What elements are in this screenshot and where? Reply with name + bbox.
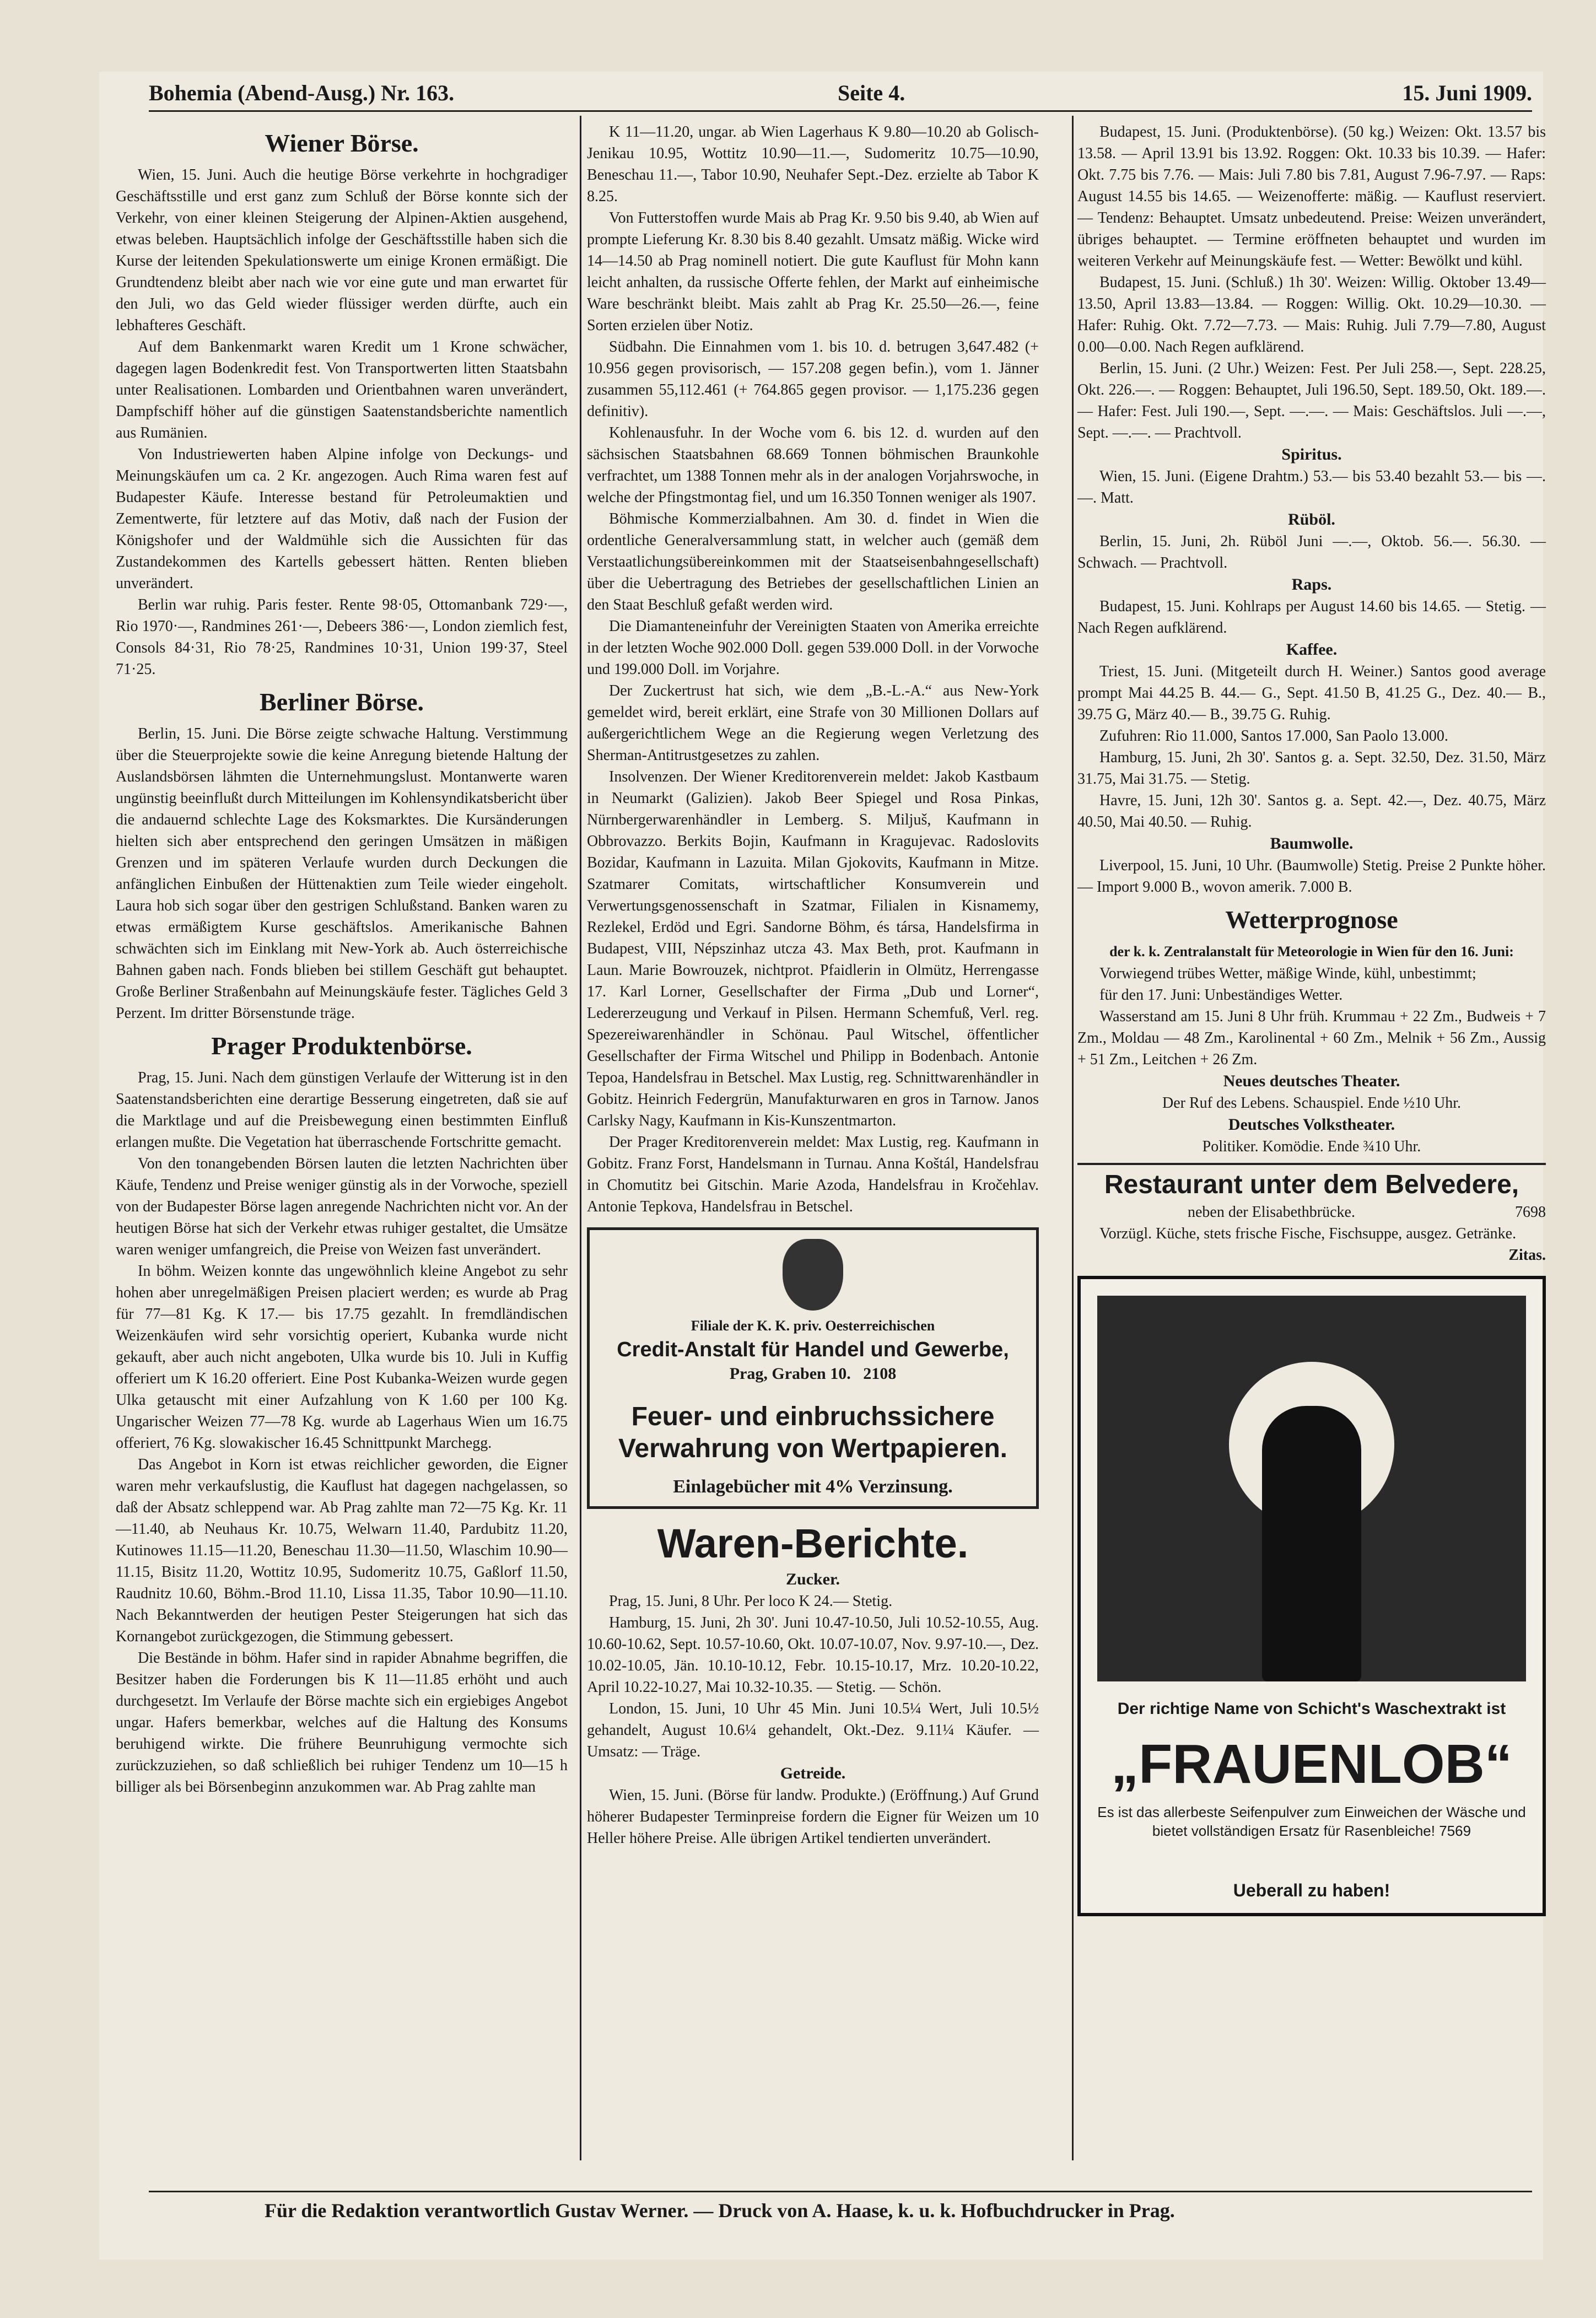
article-paragraph: London, 15. Juni, 10 Uhr 45 Min. Juni 10.5¼ Wert, Juli 10.5½ gehandelt, August 10.6¼ gehandelt, Okt.-Dez. 9.11¼ Käufer. — Umsatz: — Träge. bbox=[587, 1700, 1039, 1760]
subheading-kaffee: Kaffee. bbox=[1286, 640, 1338, 659]
subheading-raps: Raps. bbox=[1291, 575, 1332, 594]
article-paragraph: Kohlenausfuhr. In der Woche vom 6. bis 12. d. wurden auf den sächsischen Staatsbahnen 68.669 Tonnen böhmischen Braunkohle verfrachtet, um 1388 Tonnen mehr als in der analogen Vorjahrswoche, in welche der Pfingstmontag fiel, und um 16.350 Tonnen weniger als 1907. bbox=[587, 424, 1039, 506]
article-paragraph: Liverpool, 15. Juni, 10 Uhr. (Baumwolle) Stetig. Preise 2 Punkte höher. — Import 9.000 B., wovon amerik. 7.000 B. bbox=[1077, 857, 1546, 896]
article-paragraph: Hamburg, 15. Juni, 2h 30'. Juni 10.47-10.50, Juli 10.52-10.55, Aug. 10.60-10.62, Sept. 10.57-10.60, Okt. 10.07-10.07, Nov. 9.97-10.—, Dez. 10.02-10.05, Jän. 10.10-10.12, Febr. 10.15-10.17, Mrz. 10.20-10.22, April 10.22-10.27, Mai 10.32-10.35. — Stetig. — Schön. bbox=[587, 1614, 1039, 1696]
article-paragraph: Triest, 15. Juni. (Mitgeteilt durch H. Weiner.) Santos good average prompt Mai 44.25 B. 44.— G., Sept. 41.50 B, 41.25 G., Dez. 40.— B., 39.75 G, März 40.— B., 39.75 G. Ruhig. bbox=[1077, 663, 1546, 723]
section-heading-wiener-boerse: Wiener Börse. bbox=[265, 129, 419, 157]
imprint-footer: Für die Redaktion verantwortlich Gustav Werner. — Druck von A. Haase, k. u. k. Hofbuchdrucker in Prag. bbox=[265, 2200, 1175, 2222]
column-middle bbox=[587, 121, 1039, 1849]
article-paragraph: für den 17. Juni: Unbeständiges Wetter. bbox=[1099, 987, 1343, 1004]
article-paragraph: Budapest, 15. Juni. (Produktenbörse). (50 kg.) Weizen: Okt. 13.57 bis 13.58. — April 13.91 bis 13.92. Roggen: Okt. 10.33 bis 10.39. — Hafer: Okt. 7.75 bis 7.76. — Mais: Juli 7.80 bis 7.81, August 7.96-7.97. — Raps: August 14.55 bis 14.65. — Weizenofferte: mäßig. — Kauflust reserviert. — Tendenz: Behauptet. Umsatz unbedeutend. Preise: Weizen unverändert, übriges behauptet. — Termine eröffneten behauptet und wurden im weiteren Verkehr auf Meinungskäufe fest. — Wetter: Bewölkt und kühl. bbox=[1077, 123, 1546, 269]
header-issue: Bohemia (Abend-Ausg.) Nr. 163. bbox=[149, 80, 455, 105]
column-divider-1 bbox=[580, 116, 581, 2160]
article-paragraph: Wien, 15. Juni. (Börse für landw. Produkte.) (Eröffnung.) Auf Grund höherer Budapester Terminpreise fordern die Eigner für Weizen um 10 Heller höhere Preise. Alle übrigen Artikel tendierten unverändert. bbox=[587, 1787, 1039, 1847]
subheading-getreide: Getreide. bbox=[780, 1764, 846, 1782]
theater-heading: Neues deutsches Theater. bbox=[1223, 1072, 1400, 1090]
article-paragraph: Von Futterstoffen wurde Mais ab Prag Kr. 9.50 bis 9.40, ab Wien auf prompte Lieferung Kr. 8.30 bis 8.40 gezahlt. Umsatz mäßig. Wicke wird 14—14.50 ab Prag nominell notiert. Die gute Kauflust für Mohn kann leicht anhalten, da russische Offerte fehlen, der Markt auf einheimische Ware beschränkt bleibt. Mais zahlt ab Prag Kr. 25.50—26.—, feine Sorten erzielen über Notiz. bbox=[587, 209, 1039, 334]
poster-illustration bbox=[1097, 1296, 1526, 1681]
article-paragraph: In böhm. Weizen konnte das ungewöhnlich kleine Angebot zu sehr hohen aber unregelmäßigen Preisen placiert werden; es wurde ab Prag für 77—81 Kg. K 17.— bis 17.75 gezahlt. In fremdländischen Weizenkäufen wird sehr vorsichtig operiert, Kubanka wurde nicht gekauft, aber auch nicht angeboten, Ulka wurde bis 10. Juli in Kuffig offeriert um K 16.20 offeriert. Eine Post Kubanka-Weizen wurde gegen Ulka getauscht mit einer Aufzahlung von K 1.60 per 100 Kg. Ungarischer Weizen 77—78 Kg. wurde ab Lagerhaus Wien um 16.75 offeriert, 76 Kg. slowakischer 16.45 Schnittpunkt Marchegg. bbox=[116, 1263, 568, 1452]
article-paragraph: Hamburg, 15. Juni, 2h 30'. Santos g. a. Sept. 32.50, Dez. 31.50, März 31.75, Mai 31.75. — Stetig. bbox=[1077, 749, 1546, 788]
poster-footer: Ueberall zu haben! bbox=[1233, 1880, 1390, 1900]
article-paragraph: Wien, 15. Juni. Auch die heutige Börse verkehrte in hochgradiger Geschäftsstille und erst ganz zum Schluß der Börse konnte sich der Verkehr, von einer kleinen Steigerung der Alpinen-Aktien ausgehend, etwas beleben. Hauptsächlich infolge der Geschäftsstille haben sich die Kurse der leitenden Spekulationswerte um einige Kronen ermäßigt. Die Grundtendenz bleibt aber nach wie vor eine gute und man erwartet für den Juli, wo das Geld wieder flüssiger werden dürfte, auch ein lebhafteres Geschäft. bbox=[116, 166, 568, 334]
header-date: 15. Juni 1909. bbox=[1402, 80, 1532, 105]
frauenlob-advertisement bbox=[1077, 1276, 1546, 1916]
subheading-rueboel: Rüböl. bbox=[1288, 510, 1335, 529]
article-paragraph: Zufuhren: Rio 11.000, Santos 17.000, San Paolo 13.000. bbox=[1099, 727, 1448, 745]
credit-anstalt-advertisement bbox=[587, 1227, 1039, 1509]
theater-listing: Der Ruf des Lebens. Schauspiel. Ende ½10 Uhr. bbox=[1162, 1095, 1461, 1112]
subheading-zucker: Zucker. bbox=[785, 1570, 840, 1588]
article-paragraph: Südbahn. Die Einnahmen vom 1. bis 10. d. betrugen 3,647.482 (+ 10.956 gegen provisorisch, — 157.208 gegen befin.), vom 1. Jänner zusammen 55,112.461 (+ 764.865 gegen provisor. — 1,175.236 gegen definitiv). bbox=[587, 338, 1039, 420]
article-paragraph: Berlin, 15. Juni, 2h. Rüböl Juni —.—, Oktob. 56.—. 56.30. — Schwach. — Prachtvoll. bbox=[1077, 533, 1546, 572]
article-paragraph: Böhmische Kommerzialbahnen. Am 30. d. findet in Wien die ordentliche Generalversammlung statt, in welcher auch (gemäß dem Verstaatlichungsübereinkommen mit der Staatseisenbahngesellschaft) über die Uebertragung des Betriebes der gesellschaftlichen Linien an den Staat Beschluß gefaßt werden wird. bbox=[587, 510, 1039, 613]
article-paragraph: Das Angebot in Korn ist etwas reichlicher geworden, die Eigner waren mehr verkaufslustig, die Kauflust hat dagegen nachgelassen, so daß der Absatz schleppend war. Ab Prag zahlte man 72—75 Kg. Kr. 11—11.40, ab Neuhaus Kr. 10.75, Welwarn 11.40, Pardubitz 11.20, Kutinowes 11.15—11.20, Beneschau 11.30—11.50, Wlaschim 10.90—11.15, Bisitz 11.20, Wottitz 10.95, Sudomeritz 10.75, Gaßlorf 11.50, Raudnitz 10.60, Böhm.-Brod 11.10, Lissa 11.35, Tabor 10.90—11.10. Nach Bekanntwerden der heutigen Pester Steigerungen hat sich das Kornangebot zurückgezogen, die Stimmung gebessert. bbox=[116, 1456, 568, 1645]
restaurant-title: Restaurant unter dem Belvedere, bbox=[1104, 1170, 1519, 1199]
poster-brand: „FRAUENLOB“ bbox=[1111, 1733, 1512, 1795]
column-right bbox=[1077, 121, 1546, 1926]
article-paragraph: Insolvenzen. Der Wiener Kreditorenverein meldet: Jakob Kastbaum in Neumarkt (Galizien). Jakob Beer Spiegel und Rosa Pinkas, Nürnbergerwarenhändler in Lemberg. S. Miljuš, Kaufmann in Obbrovazzo. Berkits Bojin, Kaufmann in Kragujevac. Radoslovits Bozidar, Kaufmann in Lazuita. Milan Gjokovits, Kaufmann in Mitze. Szatmarer Comitats, wirtschaftlicher Konsumverein und Verwertungsgenossenschaft in Szatmar, Filialen in Kisnamemy, Rezlekel, Erdöd und Egri. Sandorne Böhm, és társa, Handelsfirma in Budapest, VIII, Népszinhaz utcza 43. Max Beth, prot. Kaufmann in Laun. Marie Bowrouzek, nichtprot. Pfaidlerin in Olmütz, Herrengasse 17. Karl Lorner, Gesellschafter der Firma „Dub und Lorner“, Ledererzeugung und Verkauf in Pilsen. Hermann Schemfuß, Verl. reg. Spezereiwarenhändler in Schönau. Paul Witschel, öffentlicher Gesellschafter der Firma Witschel und Philipp in Bodenbach. Antonie Tepoa, Handelsfrau in Betschel. Max Lustig, reg. Schnittwarenhändler in Gobitz. Heinrich Federgrün, Manufakturwaren en gros in Tarnow. Janos Carlsky Nagy, Kaufmann in Kis-Kunszentmarton. bbox=[587, 768, 1039, 1129]
article-paragraph: Wasserstand am 15. Juni 8 Uhr früh. Krummau + 22 Zm., Budweis + 7 Zm., Moldau — 48 Zm., Karolinental + 60 Zm., Melnik + 56 Zm., Aussig + 51 Zm., Leitchen + 26 Zm. bbox=[1077, 1008, 1546, 1068]
article-paragraph: Budapest, 15. Juni. (Schluß.) 1h 30'. Weizen: Willig. Oktober 13.49—13.50, April 13.83—13.84. — Roggen: Willig. Okt. 10.29—10.30. — Hafer: Ruhig. Okt. 7.72—7.73. — Mais: Ruhig. Juli 7.79—7.80, August 0.00—0.00. Nach Regen aufklärend. bbox=[1077, 274, 1546, 355]
column-divider-2 bbox=[1072, 116, 1074, 2160]
ad-address: Prag, Graben 10. 2108 bbox=[729, 1365, 897, 1383]
poster-description: Es ist das allerbeste Seifenpulver zum Einweichen der Wäsche und bietet vollständigen Ersatz für Rasenbleiche! 7569 bbox=[1097, 1804, 1526, 1839]
restaurant-signature: Zitas. bbox=[1508, 1247, 1546, 1264]
footer-rule bbox=[149, 2191, 1532, 2192]
wetter-subheading: der k. k. Zentralanstalt für Meteorologie in Wien für den 16. Juni: bbox=[1109, 944, 1514, 959]
article-paragraph: Berlin, 15. Juni. (2 Uhr.) Weizen: Fest. Per Juli 258.—, Sept. 228.25, Okt. 226.—. — Roggen: Behauptet, Juli 196.50, Sept. 189.50, Okt. 189.—. — Hafer: Fest. Juli 190.—, Sept. —.—. — Mais: Geschäftslos. Juli —.—, Sept. —.—. — Prachtvoll. bbox=[1077, 360, 1546, 441]
subheading-baumwolle: Baumwolle. bbox=[1270, 834, 1354, 853]
article-paragraph: Der Zuckertrust hat sich, wie dem „B.-L.-A.“ aus New-York gemeldet wird, bereit erklärt, eine Strafe von 30 Millionen Dollars auf außergerichtlichem Wege an die Regierung wegen Verletzung des Sherman-Antitrustgesetzes zu zahlen. bbox=[587, 682, 1039, 764]
article-paragraph: Havre, 15. Juni, 12h 30'. Santos g. a. Sept. 42.—, Dez. 40.75, März 40.50, Mai 40.50. — Ruhig. bbox=[1077, 792, 1546, 831]
article-paragraph: Die Diamanteneinfuhr der Vereinigten Staaten von Amerika erreichte in der letzten Woche 902.000 Doll. gegen 539.000 Doll. in der Vorwoche und 199.000 Doll. im Vorjahre. bbox=[587, 618, 1039, 678]
woman-figure-icon bbox=[1262, 1406, 1361, 1681]
subheading-spiritus: Spiritus. bbox=[1281, 445, 1342, 463]
restaurant-advertisement bbox=[1077, 1163, 1546, 1266]
article-paragraph: Budapest, 15. Juni. Kohlraps per August 14.60 bis 14.65. — Stetig. — Nach Regen aufklärend. bbox=[1077, 598, 1546, 637]
restaurant-text: Vorzügl. Küche, stets frische Fische, Fischsuppe, ausgez. Getränke. bbox=[1099, 1225, 1517, 1242]
section-heading-wetterprognose: Wetterprognose bbox=[1225, 905, 1398, 934]
article-paragraph: Wien, 15. Juni. (Eigene Drahtm.) 53.— bis 53.40 bezahlt 53.— bis —.—. Matt. bbox=[1077, 468, 1546, 506]
article-paragraph: Berlin war ruhig. Paris fester. Rente 98·05, Ottomanbank 729·—, Rio 1970·—, Randmines 261·—, Debeers 386·—, London ziemlich fest, Consols 84·31, Rio 78·25, Randmines 10·31, Union 199·37, Steel 71·25. bbox=[116, 596, 568, 678]
theater-listing: Politiker. Komödie. Ende ¾10 Uhr. bbox=[1202, 1138, 1421, 1155]
restaurant-subline: neben der Elisabethbrücke. 7698 bbox=[1188, 1204, 1546, 1221]
article-paragraph: Von Industriewerten haben Alpine infolge von Deckungs- und Meinungskäufen um ca. 2 Kr. angezogen. Auch Rima waren fest auf Budapester Käufe. Interesse bestand für Petroleumaktien und Zementwerte, für letztere auf das Motiv, daß nach der Fusion der Königshofer und der Waldmühle sich die Aussichten für das Zustandekommen des Kartells gebessert hätten. Renten blieben unverändert. bbox=[116, 446, 568, 592]
article-paragraph: K 11—11.20, ungar. ab Wien Lagerhaus K 9.80—10.20 ab Golisch-Jenikau 10.95, Wottitz 10.90—11.—, Sudomeritz 10.75—10.90, Beneschau 11.—, Tabor 10.90, Neuhafer Sept.-Dez. erzielte ab Tabor K 8.25. bbox=[587, 123, 1039, 205]
section-heading-prager-produktenboerse: Prager Produktenbörse. bbox=[211, 1032, 472, 1060]
ad-interest: Einlagebücher mit 4% Verzinsung. bbox=[673, 1476, 953, 1497]
column-left bbox=[116, 121, 568, 1798]
ad-line: Filiale der K. K. priv. Oesterreichischen bbox=[691, 1318, 935, 1334]
article-paragraph: Die Bestände in böhm. Hafer sind in rapider Abnahme begriffen, die Besitzer haben die Forderungen bis K 11—11.85 erhöht und auch durchgesetzt. Im Verlaufe der Börse machte sich ein ergiebiges Angebot ungar. Hafers bemerkbar, welches auf die Haltung des Konsums beruhigend wirkte. Die frühere Beunruhigung vermochte sich zurückzuziehen, so daß schließlich bei ruhiger Tendenz um 10—15 h billiger als bei Börsenbeginn anzukommen war. Ab Prag zahlte man bbox=[116, 1649, 568, 1796]
page-header bbox=[149, 80, 1532, 113]
ad-headline: Feuer- und einbruchssichere Verwahrung von Wertpapieren. bbox=[618, 1402, 1007, 1463]
article-paragraph: Der Prager Kreditorenverein meldet: Max Lustig, reg. Kaufmann in Gobitz. Franz Forst, Handelsmann in Turnau. Anna Koštál, Handelsfrau in Chomutitz bei Gitschin. Marie Azoda, Handelsfrau in Kročehlav. Antonie Tepkova, Handelsfrau in Betschel. bbox=[587, 1134, 1039, 1215]
article-paragraph: Prag, 15. Juni, 8 Uhr. Per loco K 24.— Stetig. bbox=[609, 1593, 893, 1610]
ad-title: Credit-Anstalt für Handel und Gewerbe, bbox=[617, 1338, 1009, 1361]
article-paragraph: Auf dem Bankenmarkt waren Kredit um 1 Krone schwächer, dagegen lagen Bodenkredit fest. Von Transportwerten litten Staatsbahn unter Realisationen. Lombarden und Orientbahnen waren unverändert, Dampfschiff höher auf die günstigen Saatenstandsberichte namentlich aus Rumänien. bbox=[116, 338, 568, 441]
double-eagle-icon bbox=[783, 1239, 843, 1311]
section-heading-waren-berichte: Waren-Berichte. bbox=[657, 1521, 969, 1566]
article-paragraph: Vorwiegend trübes Wetter, mäßige Winde, kühl, unbestimmt; bbox=[1099, 965, 1476, 982]
section-heading-berliner-boerse: Berliner Börse. bbox=[259, 688, 424, 716]
article-paragraph: Berlin, 15. Juni. Die Börse zeigte schwache Haltung. Verstimmung über die Steuerprojekte sowie die keine Anregung bietende Haltung der Auslandsbörsen lähmten die Unternehmungslust. Montanwerte waren ungünstig beeinflußt durch Mitteilungen im Kohlensyndikatsbericht über die andauernd schlechte Lage des Koksmarktes. Die Kursänderungen hielten sich aber entsprechend den geringen Umsätzen in mäßigen Grenzen und im späteren Verlaufe wurden durch Deckungen die anfänglichen Einbußen der Hüttenaktien zum Teile wieder eingeholt. Laura hob sich sogar über den gestrigen Schlußstand. Banken waren zu etwas ermäßigtem Kurse geschäftslos. Amerikanische Bahnen schwächten sich im Einklang mit New-York ab. Auch österreichische Bahnen gaben nach. Fonds blieben bei stillem Geschäft gut behauptet. Große Berliner Straßenbahn auf Meinungskäufe fester. Tägliches Geld 3 Perzent. Im dritter Börsenstunde träge. bbox=[116, 725, 568, 1022]
header-rule bbox=[149, 110, 1532, 112]
article-paragraph: Von den tonangebenden Börsen lauten die letzten Nachrichten über Käufe, Tendenz und Preise weniger günstig als in der Vorwoche, speziell von der Budapester Börse lagen anregende Nachrichten nicht vor. An der heutigen Börse hat sich der Verkehr etwas ruhiger gestaltet, die Umsätze waren weniger umfangreich, die Preise von Weizen fast unverändert. bbox=[116, 1155, 568, 1258]
article-paragraph: Prag, 15. Juni. Nach dem günstigen Verlaufe der Witterung ist in den Saatenstandsberichten eine derartige Besserung eingetreten, daß sie auf die Marktlage und auf die Preisbewegung einen bestimmten Einfluß erlangen mußte. Die Vegetation hat überraschende Fortschritte gemacht. bbox=[116, 1069, 568, 1151]
header-page-number: Seite 4. bbox=[838, 80, 905, 105]
poster-tagline: Der richtige Name von Schicht's Waschextrakt ist bbox=[1117, 1700, 1506, 1718]
theater-heading: Deutsches Volkstheater. bbox=[1228, 1115, 1395, 1134]
